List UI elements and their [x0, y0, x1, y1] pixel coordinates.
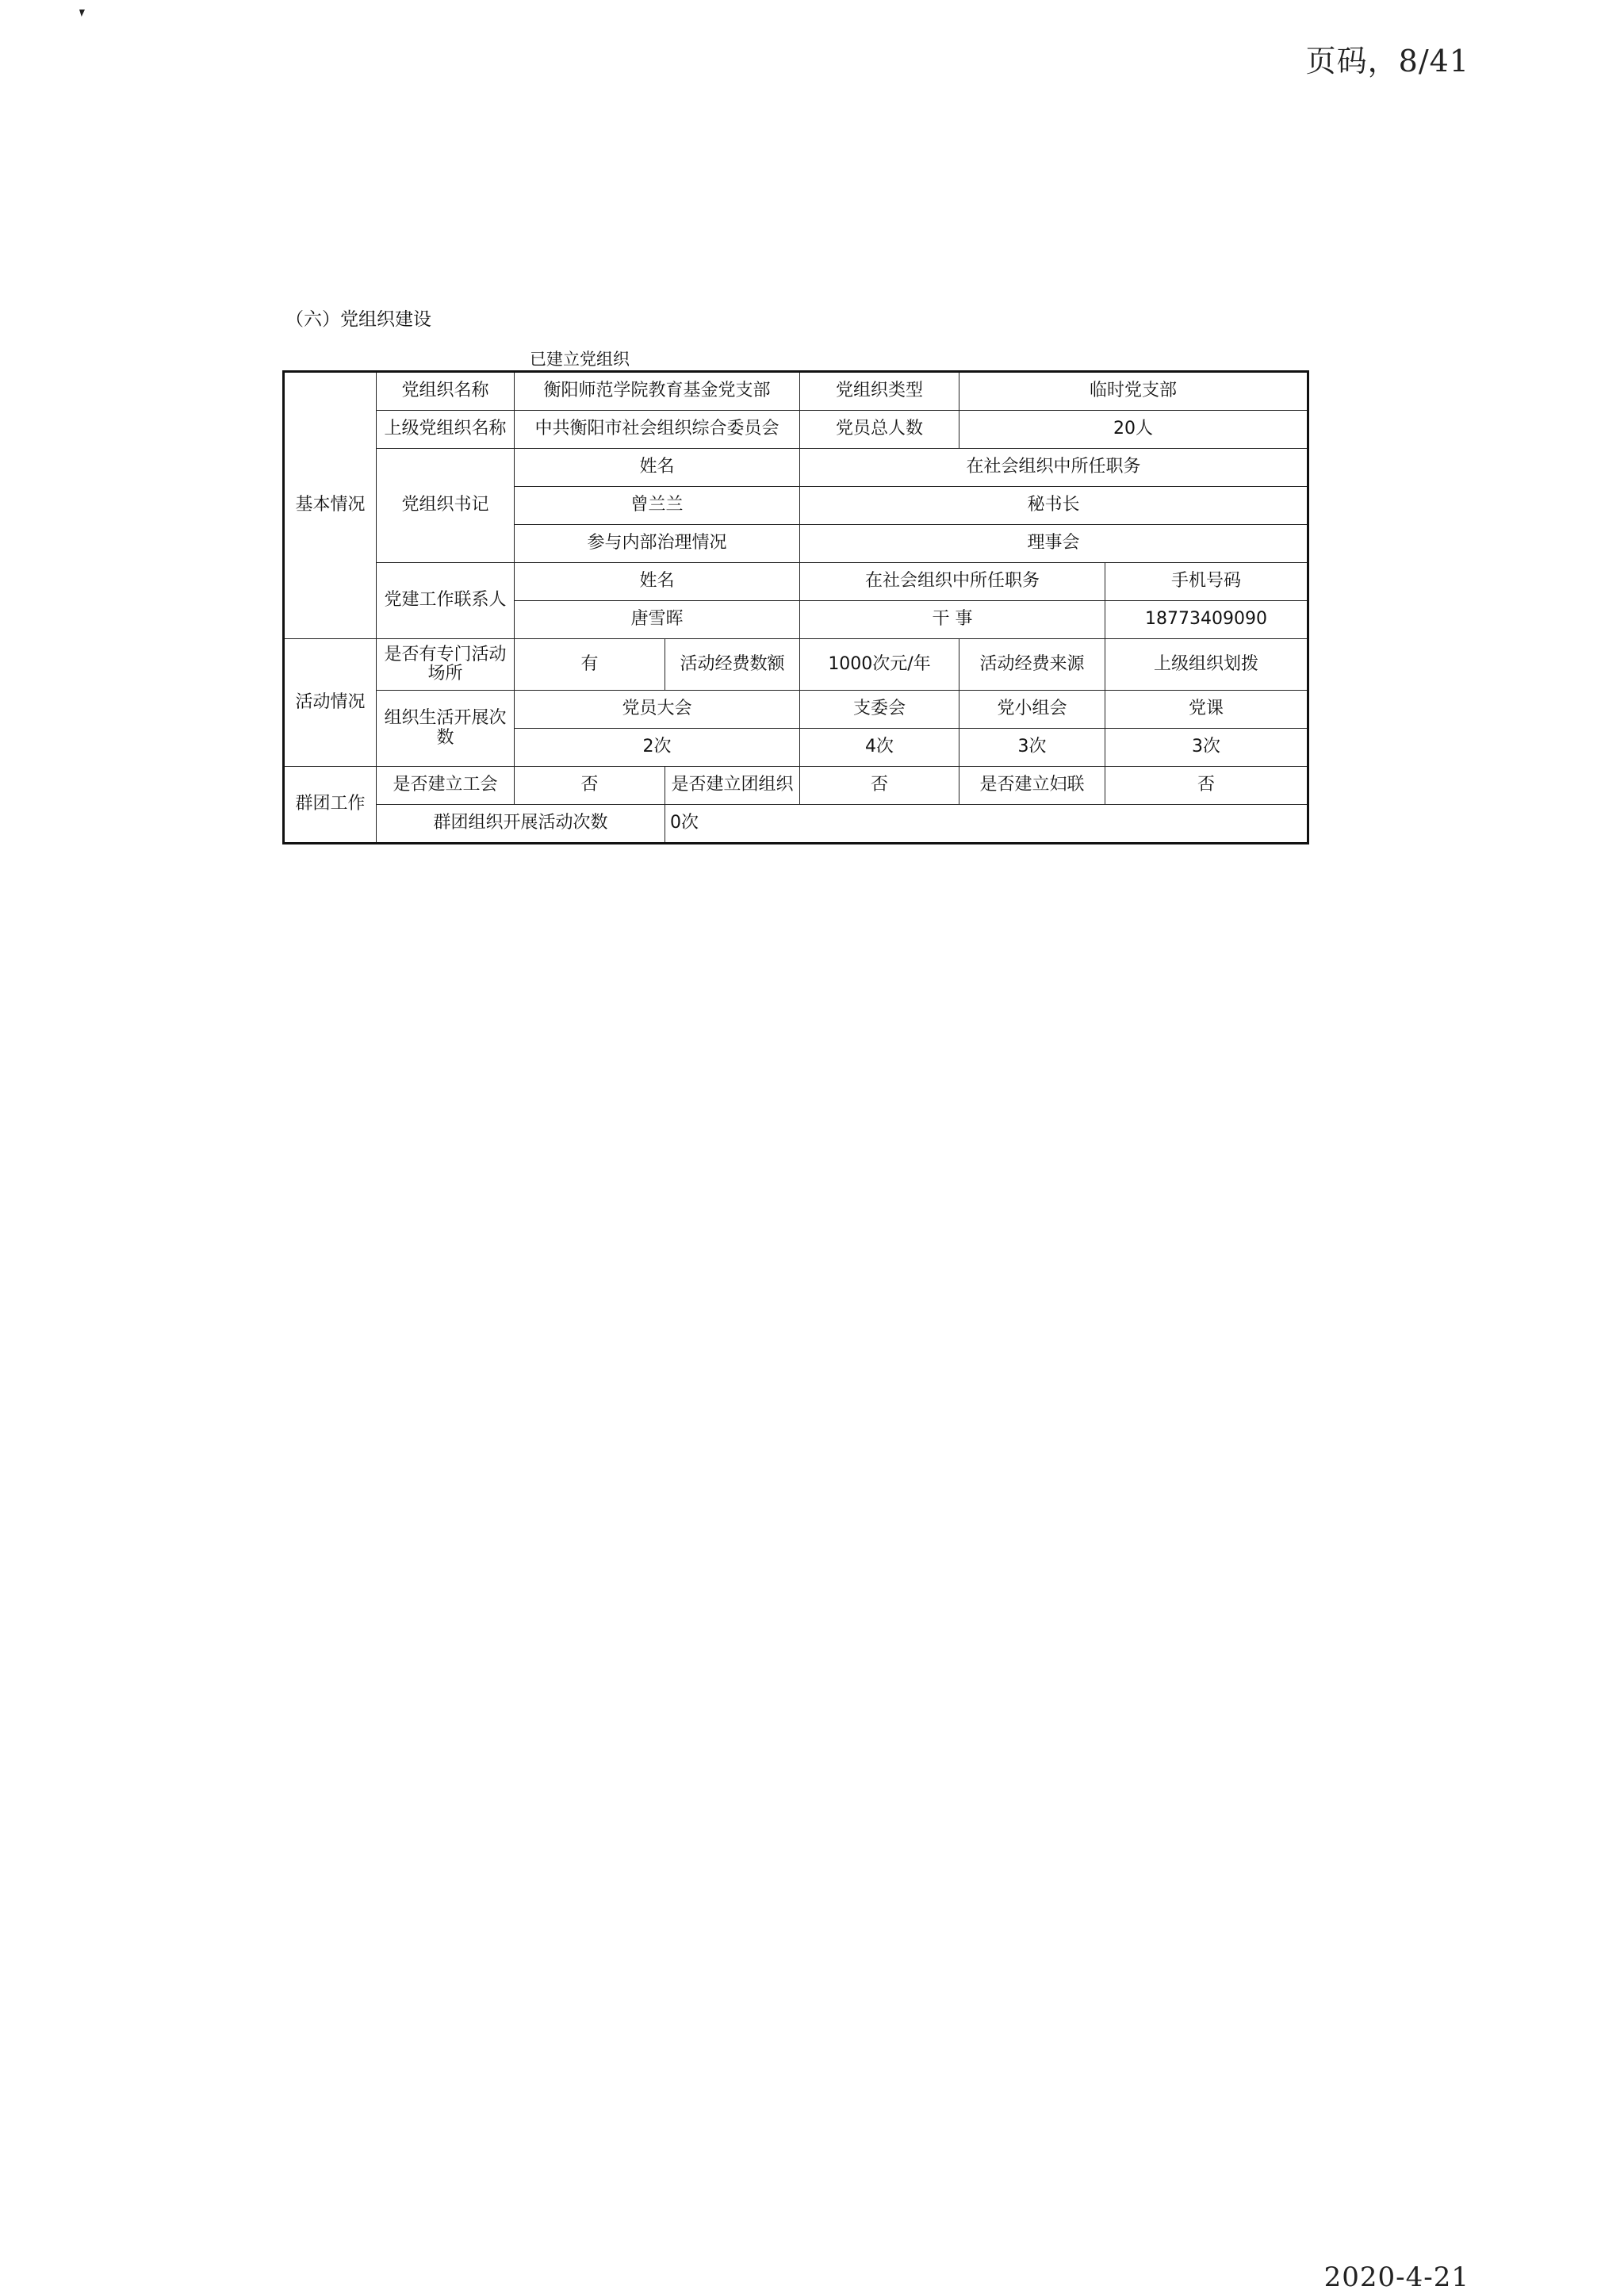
- org-type-label: 党组织类型: [800, 372, 959, 411]
- parent-org-label: 上级党组织名称: [377, 411, 515, 449]
- governance-value: 理事会: [800, 525, 1308, 563]
- union-value: 否: [515, 767, 665, 805]
- contact-phone: 18773409090: [1105, 601, 1308, 639]
- org-status-note: 已建立党组织: [530, 350, 630, 369]
- table-row: [284, 372, 1308, 411]
- org-life-label: 组织生活开展次数: [377, 691, 515, 767]
- life-count-party-class: 3次: [1105, 729, 1308, 767]
- contact-position-header: 在社会组织中所任职务: [800, 563, 1105, 601]
- org-name-label: 党组织名称: [377, 372, 515, 411]
- page-date: 2020-4-21: [1323, 2261, 1469, 2293]
- life-type-party-congress: 党员大会: [515, 691, 800, 729]
- table-row: [284, 639, 1308, 691]
- league-label: 是否建立团组织: [665, 767, 800, 805]
- section-title: （六）党组织建设: [285, 309, 431, 330]
- contact-label: 党建工作联系人: [377, 563, 515, 639]
- contact-name-header: 姓名: [515, 563, 800, 601]
- table-row: [284, 767, 1308, 805]
- governance-label: 参与内部治理情况: [515, 525, 800, 563]
- mass-activities-value: 0次: [665, 805, 1308, 844]
- secretary-name: 曾兰兰: [515, 487, 800, 525]
- secretary-position-header: 在社会组织中所任职务: [800, 449, 1308, 487]
- parent-org-value: 中共衡阳市社会组织综合委员会: [515, 411, 800, 449]
- contact-position: 干 事: [800, 601, 1105, 639]
- activity-group-label: 活动情况: [284, 639, 377, 767]
- life-count-party-congress: 2次: [515, 729, 800, 767]
- contact-phone-header: 手机号码: [1105, 563, 1308, 601]
- member-count-value: 20人: [959, 411, 1308, 449]
- page-number: 页码，8/41: [1305, 44, 1469, 79]
- contact-name: 唐雪晖: [515, 601, 800, 639]
- party-organization-table: [282, 370, 1309, 844]
- org-name-value: 衡阳师范学院教育基金党支部: [515, 372, 800, 411]
- venue-value: 有: [515, 639, 665, 691]
- table-row: [284, 691, 1308, 729]
- table-row: [284, 449, 1308, 487]
- mass-work-group-label: 群团工作: [284, 767, 377, 844]
- women-label: 是否建立妇联: [959, 767, 1105, 805]
- life-type-committee: 支委会: [800, 691, 959, 729]
- funding-value: 上级组织划拨: [1105, 639, 1308, 691]
- mass-activities-label: 群团组织开展活动次数: [377, 805, 665, 844]
- table-row: [284, 411, 1308, 449]
- life-count-group-meeting: 3次: [959, 729, 1105, 767]
- secretary-name-header: 姓名: [515, 449, 800, 487]
- funding-label: 活动经费来源: [959, 639, 1105, 691]
- life-count-committee: 4次: [800, 729, 959, 767]
- secretary-position: 秘书长: [800, 487, 1308, 525]
- secretary-label: 党组织书记: [377, 449, 515, 563]
- budget-label: 活动经费数额: [665, 639, 800, 691]
- life-type-party-class: 党课: [1105, 691, 1308, 729]
- union-label: 是否建立工会: [377, 767, 515, 805]
- table-row: [284, 805, 1308, 844]
- venue-label: 是否有专门活动场所: [377, 639, 515, 691]
- scan-speck: [79, 10, 85, 17]
- basic-info-group-label: 基本情况: [284, 372, 377, 639]
- org-type-value: 临时党支部: [959, 372, 1308, 411]
- league-value: 否: [800, 767, 959, 805]
- table-row: [284, 563, 1308, 601]
- women-value: 否: [1105, 767, 1308, 805]
- budget-value: 1000次元/年: [800, 639, 959, 691]
- life-type-group-meeting: 党小组会: [959, 691, 1105, 729]
- member-count-label: 党员总人数: [800, 411, 959, 449]
